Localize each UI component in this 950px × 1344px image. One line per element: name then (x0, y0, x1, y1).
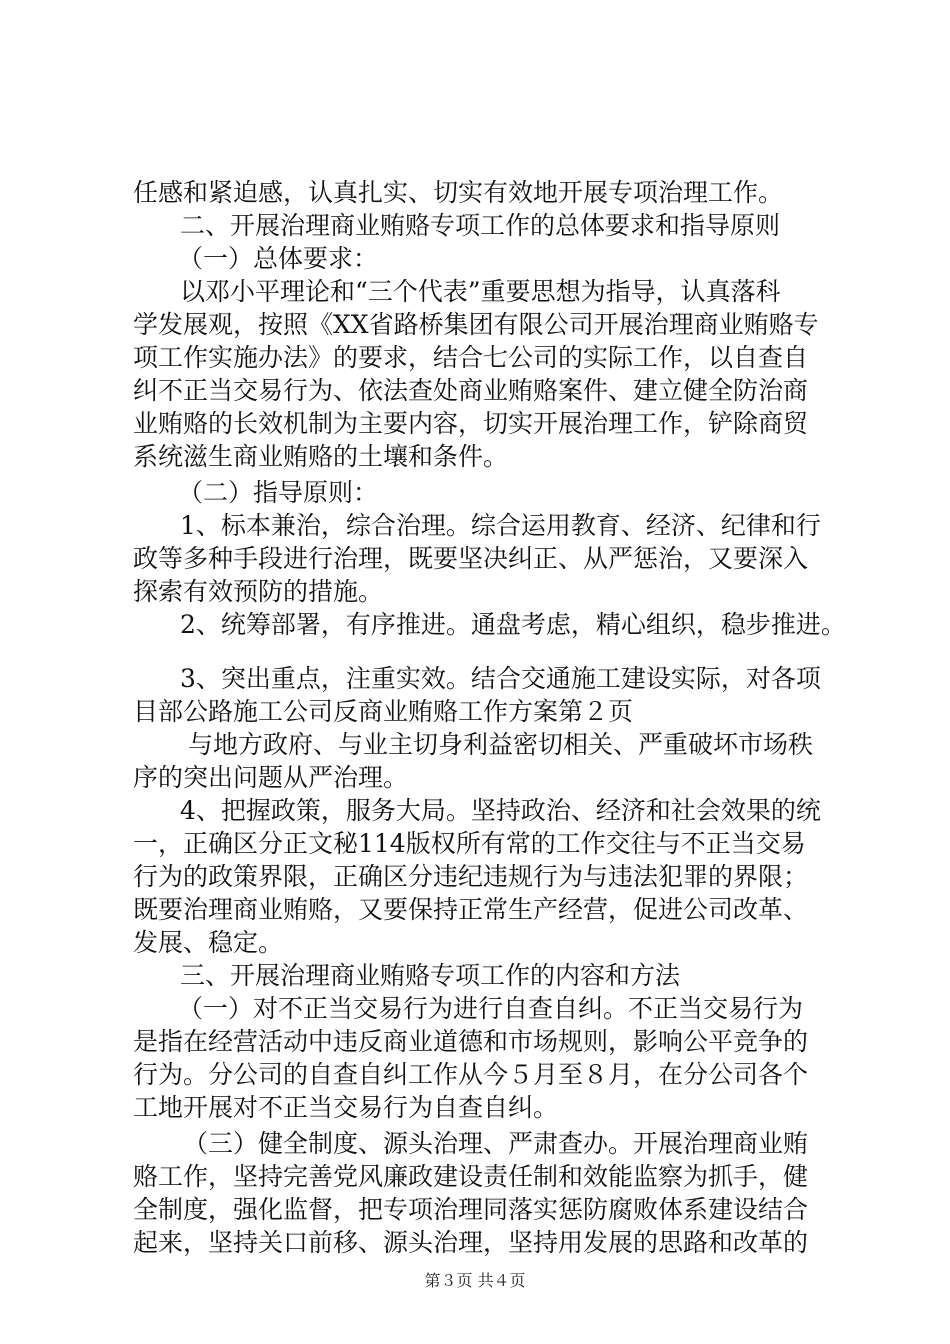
text-line: 以邓小平理论和“三个代表”重要思想为指导，认真落科 (180, 277, 781, 306)
text-line: 政等多种手段进行治理，既要坚决纠正、从严惩治，又要深入 (133, 544, 809, 573)
section-heading: 二、开展治理商业贿赂专项工作的总体要求和指导原则 (180, 211, 781, 240)
text-line: 一，正确区分正文秘114版权所有常的工作交往与不正当交易 (133, 829, 806, 858)
text-line: 工地开展对不正当交易行为自查自纠。 (133, 1093, 559, 1122)
section-heading: 三、开展治理商业贿赂专项工作的内容和方法 (180, 961, 681, 990)
text-line: 行为。分公司的自查自纠工作从今５月至８月，在分公司各个 (133, 1060, 809, 1089)
subsection-heading: （二）指导原则： (178, 478, 379, 507)
text-line: 1、标本兼治，综合治理。综合运用教育、经济、纪律和行 (180, 511, 821, 540)
text-line: 起来，坚持关口前移、源头治理，坚持用发展的思路和改革的 (133, 1228, 809, 1257)
text-line: 是指在经营活动中违反商业道德和市场规则，影响公平竞争的 (133, 1027, 809, 1056)
page-footer: 第３页 共４页 (424, 1271, 526, 1290)
text-line: 系统滋生商业贿赂的土壤和条件。 (133, 442, 509, 471)
text-line: 全制度，强化监督，把专项治理同落实惩防腐败体系建设结合 (133, 1195, 809, 1224)
text-line: 赂工作，坚持完善党风廉政建设责任制和效能监察为抓手，健 (133, 1162, 809, 1191)
text-line: 序的突出问题从严治理。 (133, 763, 409, 792)
text-line: 学发展观，按照《XX省路桥集团有限公司开展治理商业贿赂专 (133, 310, 819, 339)
text-line: （三）健全制度、源头治理、严肃查办。开展治理商业贿 (183, 1129, 809, 1158)
text-line: 项工作实施办法》的要求，结合七公司的实际工作，以自查自 (133, 343, 809, 372)
text-line: 目部公路施工公司反商业贿赂工作方案第２页 (133, 697, 634, 726)
text-line: 行为的政策界限，正确区分违纪违规行为与违法犯罪的界限； (133, 862, 809, 891)
text-line: 4、把握政策，服务大局。坚持政治、经济和社会效果的统 (180, 796, 821, 825)
text-line: 任感和紧迫感，认真扎实、切实有效地开展专项治理工作。 (133, 178, 784, 207)
text-line: （一）对不正当交易行为进行自查自纠。不正当交易行为 (178, 994, 804, 1023)
text-line: 2、统筹部署，有序推进。通盘考虑，精心组织，稳步推进。 (180, 610, 846, 639)
text-line: 探索有效预防的措施。 (133, 577, 384, 606)
text-line: 纠不正当交易行为、依法查处商业贿赂案件、建立健全防治商 (133, 376, 809, 405)
text-line: 与地方政府、与业主切身利益密切相关、严重破坏市场秩 (188, 730, 814, 759)
text-line: 3、突出重点，注重实效。结合交通施工建设实际，对各项 (180, 664, 821, 693)
text-line: 既要治理商业贿赂，又要保持正常生产经营，促进公司改革、 (133, 895, 809, 924)
text-line: 发展、稳定。 (133, 928, 284, 957)
text-line: 业贿赂的长效机制为主要内容，切实开展治理工作，铲除商贸 (133, 409, 809, 438)
subsection-heading: （一）总体要求： (178, 244, 379, 273)
